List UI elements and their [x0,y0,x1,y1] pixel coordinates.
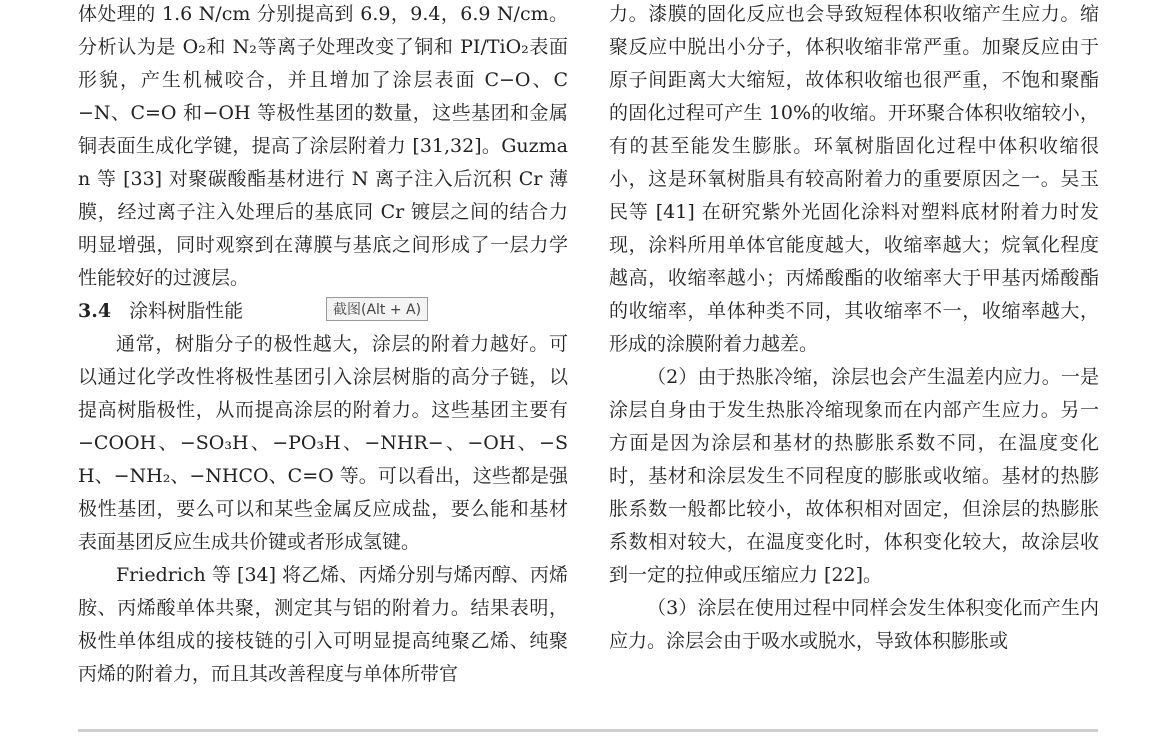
right-column [609,0,1099,658]
section-heading [78,295,568,328]
right-paragraph-2: （2）由于热胀冷缩，涂层也会产生温差内应力。一是涂层自身由于发生热胀冷缩现象而在内部产生应力。另一方面是因为涂层和基材的热膨胀系数不同，在温度变化时，基材和涂层发生不同程度的膨胀或收缩。基材的热膨胀系数一般都比较小，故体积相对固定，但涂层的热膨胀系数相对较大，在温度变化时，体积变化较大，故涂层收到一定的拉伸或压缩应力 [22]。 [609,366,1099,586]
left-paragraph-3: Friedrich 等 [34] 将乙烯、丙烯分别与烯丙醇、丙烯胺、丙烯酸单体共聚，测定其与铝的附着力。结果表明，极性单体组成的接枝链的引入可明显提高纯聚乙烯、纯聚丙烯的附着力，而且其改善程度与单体所带官 [78,564,568,685]
right-paragraph-3: （3）涂层在使用过程中同样会发生体积变化而产生内应力。涂层会由于吸水或脱水，导致体积膨胀或 [609,597,1099,652]
left-paragraph-1: 体处理的 1.6 N/cm 分别提高到 6.9，9.4，6.9 N/cm。分析认为是 O₂和 N₂等离子处理改变了铜和 PI/TiO₂表面形貌，产生机械咬合，并且增加了涂层表面 C−O、C−N、C=O 和−OH 等极性基团的数量，这些基团和金属铜表面生成化学键，提高了涂层附着力 [31,32]。Guzman 等 [33] 对聚碳酸酯基材进行 N 离子注入后沉积 Cr 薄膜，经过离子注入处理后的基底同 Cr 镀层之间的结合力明显增强，同时观察到在薄膜与基底之间形成了一层力学性能较好的过渡层。 [78,3,568,289]
left-paragraph-2: 通常，树脂分子的极性越大，涂层的附着力越好。可以通过化学改性将极性基团引入涂层树脂的高分子链，以提高树脂极性，从而提高涂层的附着力。这些基团主要有−COOH、−SO₃H、−PO₃H、−NHR−、−OH、−SH、−NH₂、−NHCO、C=O 等。可以看出，这些都是强极性基团，要么可以和某些金属反应成盐，要么能和基材表面基团反应生成共价键或者形成氢键。 [78,333,568,553]
right-paragraph-1: 力。漆膜的固化反应也会导致短程体积收缩产生应力。缩聚反应中脱出小分子，体积收缩非常严重。加聚反应由于原子间距离大大缩短，故体积收缩也很严重，不饱和聚酯的固化过程可产生 10%的收缩。开环聚合体积收缩较小，有的甚至能发生膨胀。环氧树脂固化过程中体积收缩很小，这是环氧树脂具有较高附着力的重要原因之一。吴玉民等 [41] 在研究紫外光固化涂料对塑料底材附着力时发现，涂料所用单体官能度越大，收缩率越大；烷氧化程度越高，收缩率越小；丙烯酸酯的收缩率大于甲基丙烯酸酯的收缩率，单体种类不同，其收缩率不一，收缩率越大，形成的涂膜附着力越差。 [609,3,1099,355]
page-bottom-rule [78,729,1098,732]
screenshot-shortcut-tooltip: 截图(Alt + A) [326,297,428,321]
left-column [78,0,568,691]
section-title: 涂料树脂性能 [129,300,244,322]
section-number: 3.4 [78,300,112,322]
